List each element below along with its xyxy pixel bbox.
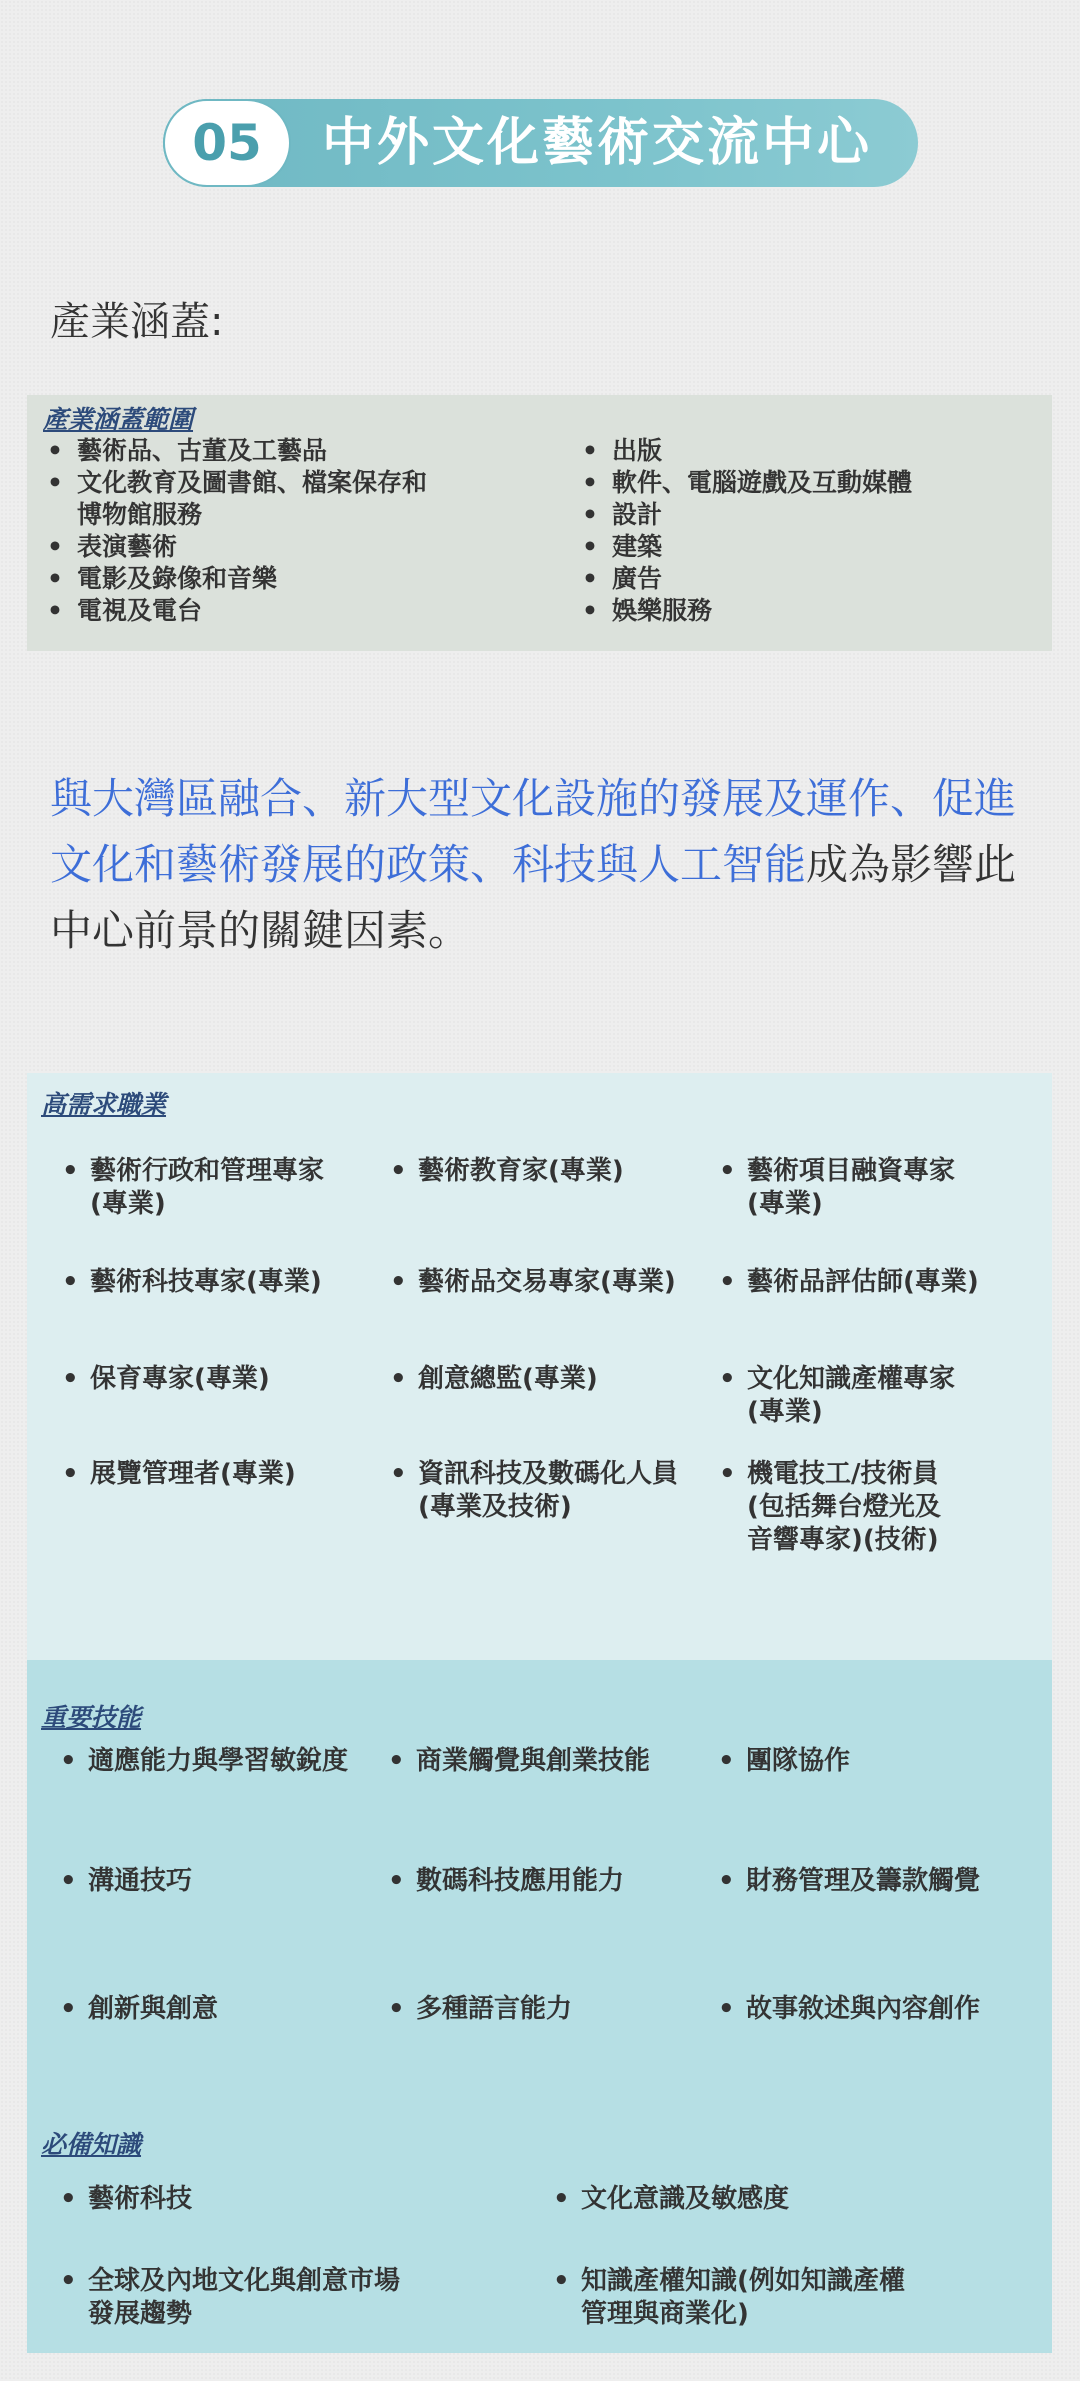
coverage-item: • 藝術品、古董及工藝品 xyxy=(47,435,427,467)
coverage-panel xyxy=(27,395,1052,651)
job-item: • 資訊科技及數碼化人員 (專業及技術) xyxy=(390,1458,678,1524)
coverage-item: • 廣告 xyxy=(582,563,912,595)
knowledge-item: • 藝術科技 xyxy=(60,2183,192,2216)
skill-item: • 財務管理及籌款觸覺 xyxy=(718,1865,980,1898)
knowledge-title: 必備知識 xyxy=(41,2130,142,2159)
skill-item: • 商業觸覺與創業技能 xyxy=(388,1745,650,1778)
job-item: • 機電技工/技術員 (包括舞台燈光及 音響專家)(技術) xyxy=(719,1458,941,1557)
key-factors-text: 成為影響此中心前景的關鍵因素。 xyxy=(50,840,1017,955)
skills-knowledge-panel xyxy=(27,1660,1052,2353)
skill-item: • 數碼科技應用能力 xyxy=(388,1865,624,1898)
coverage-right-list xyxy=(582,435,912,627)
job-item: • 藝術品評估師(專業) xyxy=(719,1266,979,1299)
key-factors-highlight: 與大灣區融合、新大型文化設施的發展及運作、促進文化和藝術發展的政策、科技與人工智能 xyxy=(50,774,1017,889)
coverage-item: • 建築 xyxy=(582,531,912,563)
job-item: • 創意總監(專業) xyxy=(390,1363,598,1396)
job-item: • 藝術科技專家(專業) xyxy=(62,1266,322,1299)
job-item: • 保育專家(專業) xyxy=(62,1363,270,1396)
skill-item: • 溝通技巧 xyxy=(60,1865,192,1898)
industry-label: 產業涵蓋: xyxy=(50,299,224,345)
job-item: • 藝術品交易專家(專業) xyxy=(390,1266,676,1299)
knowledge-item: • 文化意識及敏感度 xyxy=(553,2183,789,2216)
knowledge-item: • 知識產權知識(例如知識產權 管理與商業化) xyxy=(553,2265,905,2331)
section-number-badge: 05 xyxy=(163,99,291,187)
coverage-item: • 表演藝術 xyxy=(47,531,427,563)
skill-item: • 多種語言能力 xyxy=(388,1993,572,2026)
job-item: • 藝術教育家(專業) xyxy=(390,1155,624,1188)
coverage-left-list xyxy=(47,435,427,627)
coverage-item: • 文化教育及圖書館、檔案保存和 博物館服務 xyxy=(47,467,427,531)
knowledge-item: • 全球及內地文化與創意市場 發展趨勢 xyxy=(60,2265,400,2331)
coverage-item: • 電視及電台 xyxy=(47,595,427,627)
skill-item: • 故事敘述與內容創作 xyxy=(718,1993,980,2026)
job-item: • 藝術項目融資專家 (專業) xyxy=(719,1155,955,1221)
jobs-panel xyxy=(27,1073,1052,1660)
job-item: • 藝術行政和管理專家 (專業) xyxy=(62,1155,324,1221)
jobs-title: 高需求職業 xyxy=(41,1090,167,1119)
skill-item: • 團隊協作 xyxy=(718,1745,850,1778)
job-item: • 展覽管理者(專業) xyxy=(62,1458,296,1491)
coverage-item: • 電影及錄像和音樂 xyxy=(47,563,427,595)
section-title: 中外文化藝術交流中心 xyxy=(322,113,873,173)
key-factors-paragraph xyxy=(50,766,1040,964)
coverage-item: • 軟件、電腦遊戲及互動媒體 xyxy=(582,467,912,499)
coverage-title: 產業涵蓋範圍 xyxy=(43,405,194,434)
coverage-item: • 設計 xyxy=(582,499,912,531)
skill-item: • 創新與創意 xyxy=(60,1993,218,2026)
skill-item: • 適應能力與學習敏銳度 xyxy=(60,1745,348,1778)
coverage-item: • 出版 xyxy=(582,435,912,467)
job-item: • 文化知識產權專家 (專業) xyxy=(719,1363,955,1429)
coverage-item: • 娛樂服務 xyxy=(582,595,912,627)
skills-title: 重要技能 xyxy=(41,1703,142,1732)
